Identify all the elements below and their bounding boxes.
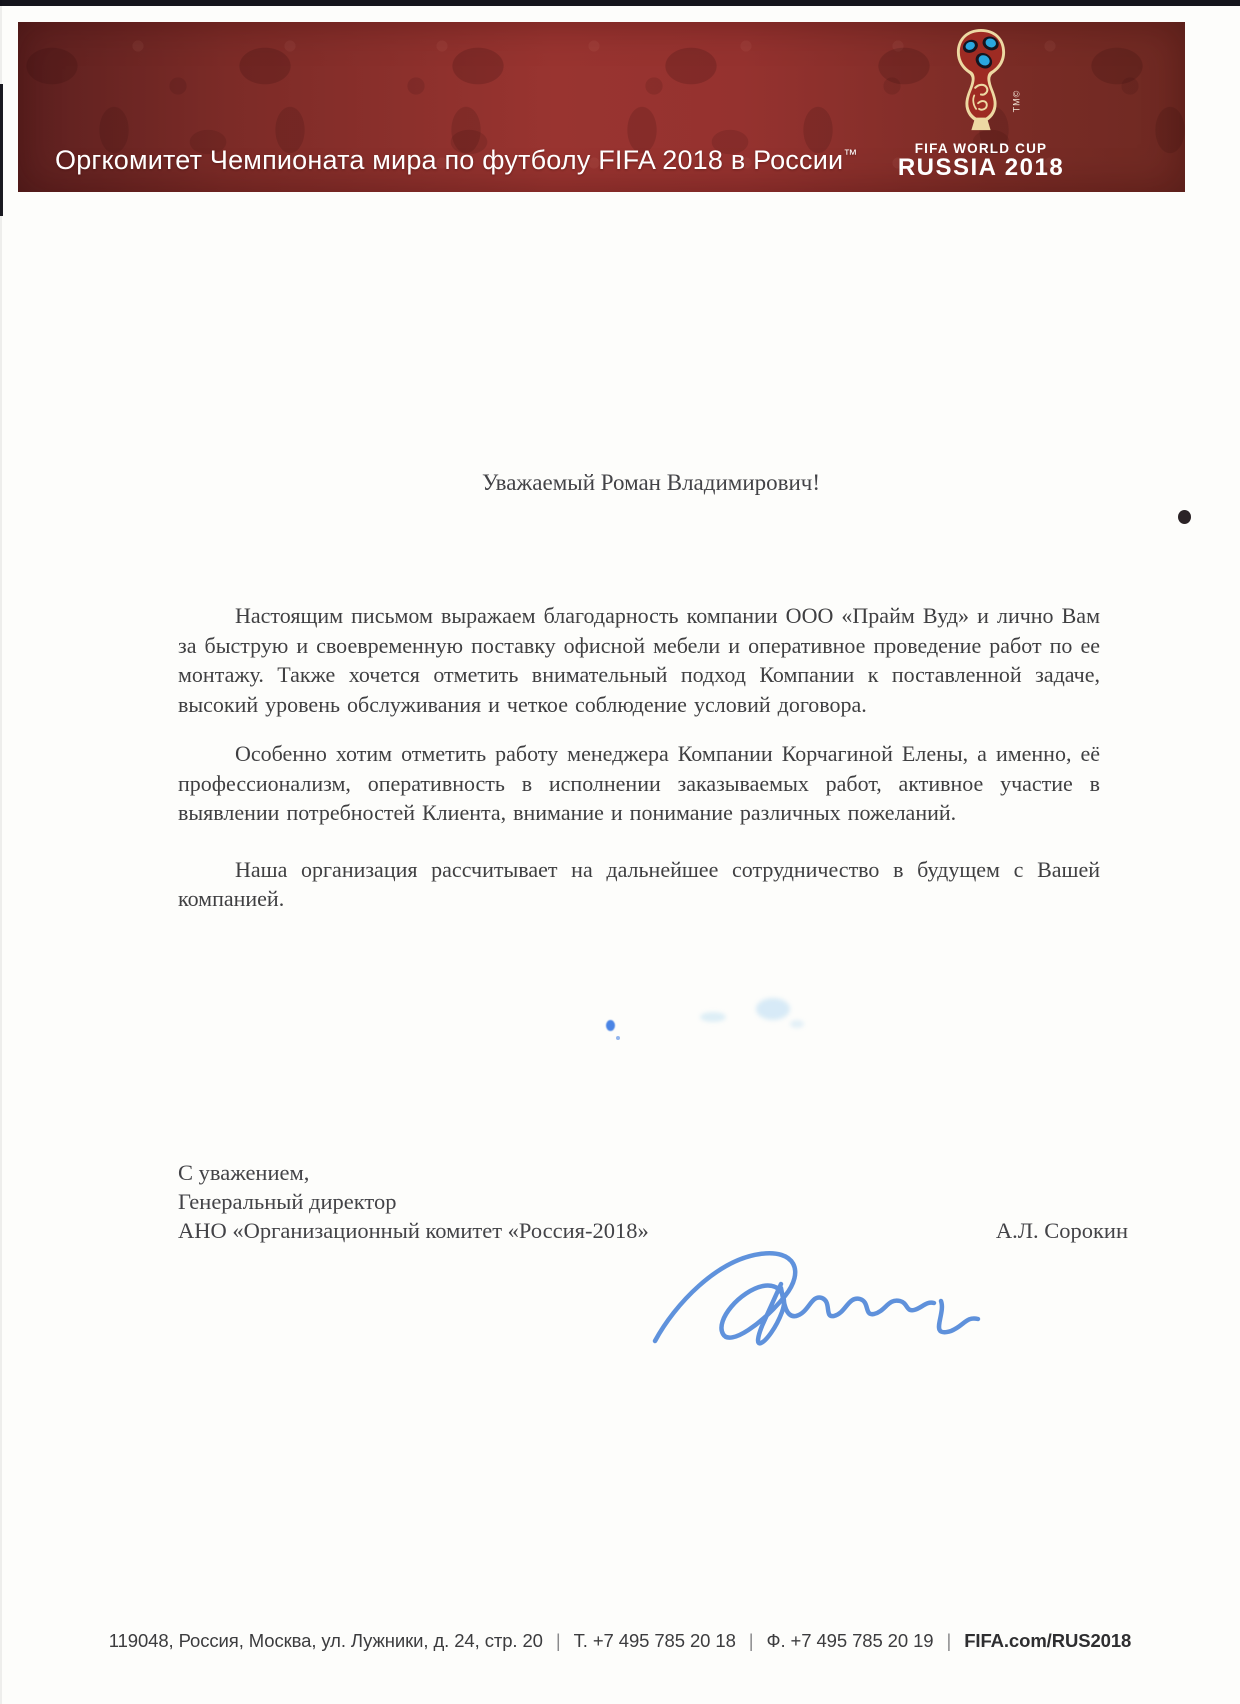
paragraph-2: Особенно хотим отметить работу менеджера Компании Корчагиной Елены, а именно, её профессионализм, оперативность в исполнении заказываемых работ, активное участие в выявлении потребностей Клиента, внимание и понимание различных пожеланий. — [178, 741, 1100, 825]
trophy-emblem — [952, 28, 1022, 134]
blue-ink-speck — [606, 1020, 615, 1031]
footer-contact-line — [0, 1630, 1240, 1652]
closing-salutation: С уважением, — [178, 1160, 310, 1185]
handwritten-signature — [645, 1246, 995, 1366]
blue-ink-speck — [790, 1020, 804, 1028]
fifa-world-cup-wordmark: FIFA WORLD CUP — [914, 141, 1048, 156]
russia-2018-wordmark: RUSSIA 2018 — [897, 154, 1065, 181]
footer-fax: Ф. +7 495 785 20 19 — [766, 1630, 934, 1651]
blue-ink-speck — [700, 1012, 726, 1022]
blue-ink-speck — [616, 1036, 620, 1040]
scanner-left-shading — [0, 0, 2, 1704]
footer-separator: | — [555, 1630, 561, 1651]
greeting-line: Уважаемый Роман Владимирович! — [481, 470, 821, 495]
signer-name: А.Л. Сорокин — [995, 1218, 1128, 1243]
ink-dot-artifact — [1178, 510, 1191, 524]
footer-phone: Т. +7 495 785 20 18 — [573, 1630, 736, 1651]
paragraph-1: Настоящим письмом выражаем благодарность компании ООО «Прайм Вуд» и лично Вам за быструю и своевременную поставку офисной мебели и оперативное проведение работ по ее монтажу. Также хочется отметить внимательный подход Компании к поставленной задаче, высокий уровень обслуживания и четкое соблюдение условий договора. — [178, 603, 1100, 717]
closing-title-line1: Генеральный директор — [178, 1189, 397, 1214]
letterhead-banner — [18, 22, 1185, 192]
footer-separator: | — [748, 1630, 754, 1651]
letterhead-title-text: Оргкомитет Чемпионата мира по футболу FIFA 2018 в России — [55, 145, 844, 175]
blue-ink-speck — [756, 998, 790, 1020]
letter-body — [178, 470, 1100, 914]
closing-title-line2: АНО «Организационный комитет «Россия-2018» — [178, 1218, 649, 1243]
paragraph-3: Наша организация рассчитывает на дальнейшее сотрудничество в будущем с Вашей компанией. — [178, 856, 1100, 911]
scanner-edge-strip — [0, 0, 1240, 6]
footer-separator: | — [946, 1630, 952, 1651]
closing-block — [178, 1158, 1128, 1245]
trademark-symbol: ™ — [843, 146, 858, 162]
letterhead-title — [55, 145, 857, 176]
footer-address: 119048, Россия, Москва, ул. Лужники, д. 24, стр. 20 — [108, 1630, 543, 1651]
fifa-world-cup-logo — [889, 28, 1073, 188]
footer-website: FIFA.com/RUS2018 — [964, 1630, 1132, 1651]
trophy-tm-mark: TM© — [1011, 89, 1022, 113]
world-cup-trophy-icon — [952, 28, 1010, 134]
